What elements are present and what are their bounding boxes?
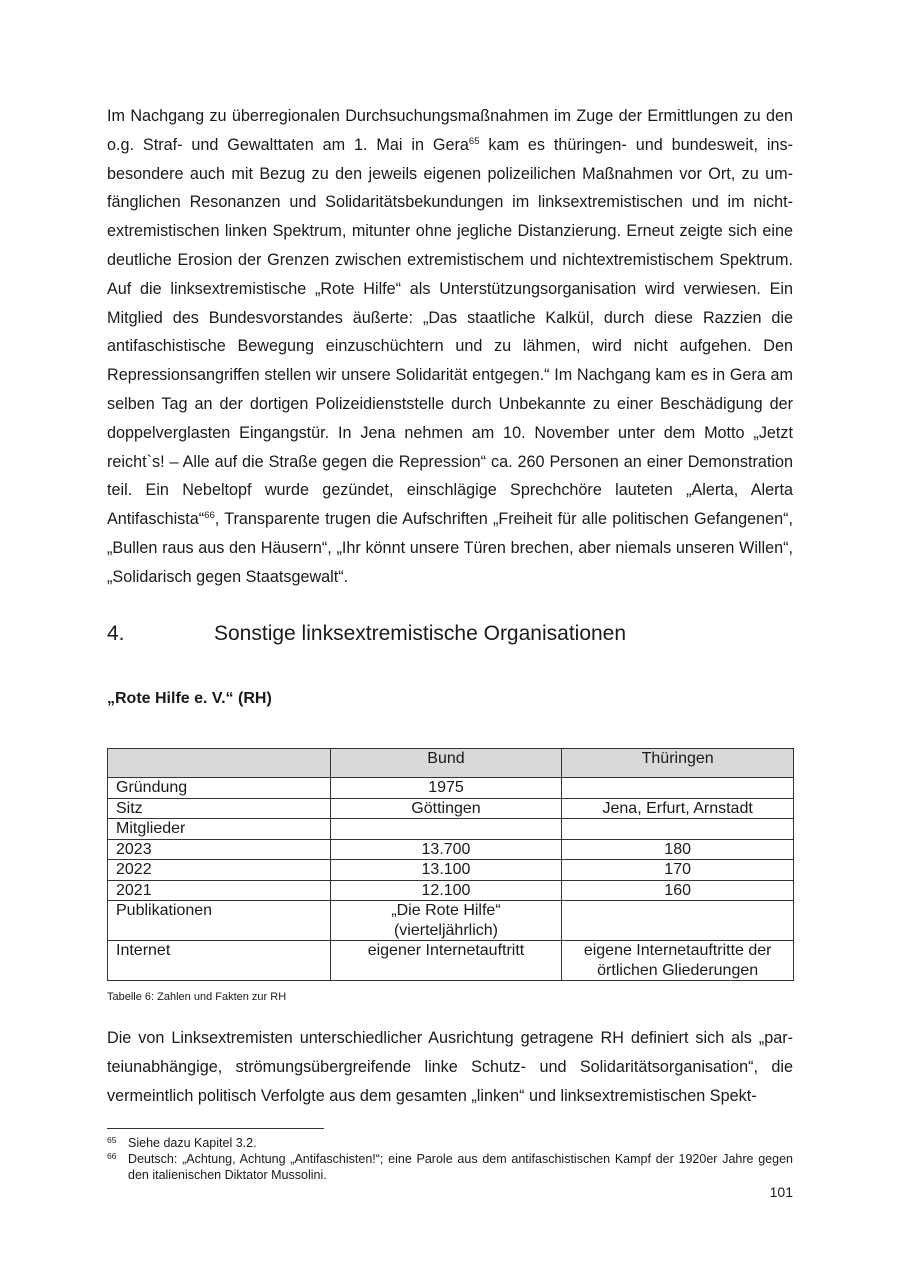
table-header-row <box>108 749 794 778</box>
table-cell: 160 <box>562 880 794 901</box>
footnote-divider <box>107 1128 324 1129</box>
table-cell: „Die Rote Hilfe“ (vierteljährlich) <box>330 901 562 941</box>
table-cell: Gründung <box>108 778 331 799</box>
table-caption: Tabelle 6: Zahlen und Fakten zur RH <box>107 991 287 1003</box>
footnote-number: 65 <box>107 1135 117 1145</box>
table-header-cell: Bund <box>330 749 562 778</box>
document-page <box>107 0 793 1272</box>
table-cell: Internet <box>108 941 331 981</box>
facts-table <box>107 748 794 981</box>
table-row <box>108 839 794 860</box>
table-cell <box>330 819 562 840</box>
footnote-ref-66[interactable]: 66 <box>204 510 215 522</box>
subheading: „Rote Hilfe e. V.“ (RH) <box>107 690 272 707</box>
section-title: Sonstige linksextremistische Organisationen <box>214 622 627 645</box>
table-cell: Göttingen <box>330 798 562 819</box>
table-cell: 2022 <box>108 860 331 881</box>
table-cell: 2023 <box>108 839 331 860</box>
footnote-65 <box>107 1135 793 1151</box>
table-row <box>108 941 794 981</box>
table-cell: Publikationen <box>108 901 331 941</box>
footnote-text: Siehe dazu Kapitel 3.2. <box>128 1136 257 1150</box>
table-cell: Mitglieder <box>108 819 331 840</box>
table-cell <box>562 901 794 941</box>
footnote-ref-65[interactable]: 65 <box>468 135 480 147</box>
footnote-number: 66 <box>107 1151 117 1161</box>
table-row <box>108 860 794 881</box>
table-cell: Sitz <box>108 798 331 819</box>
footnotes <box>107 1135 793 1183</box>
table-cell: 180 <box>562 839 794 860</box>
table-cell: 1975 <box>330 778 562 799</box>
table-cell <box>562 778 794 799</box>
table-cell: 13.100 <box>330 860 562 881</box>
table-row <box>108 778 794 799</box>
footnote-66 <box>107 1151 793 1183</box>
table-cell: Jena, Erfurt, Arnstadt <box>562 798 794 819</box>
table-cell: 12.100 <box>330 880 562 901</box>
table-cell <box>562 819 794 840</box>
table-cell: 13.700 <box>330 839 562 860</box>
table-cell: 170 <box>562 860 794 881</box>
table-header-cell <box>108 749 331 778</box>
table-cell: eigene Internetauftritte der örtlichen Gliederungen <box>562 941 794 981</box>
page-number: 101 <box>769 1184 793 1200</box>
body-paragraph-2: Die von Linksextremisten unterschiedlicher Ausrichtung getragene RH definiert sich als „parteiunabhängige, strömungsübergreifende linke Schutz- und Solidaritätsorganisation“, die vermeintlich politisch Verfolgte aus dem gesamten „linken“ und linksextremistischen Spekt- <box>107 1029 793 1105</box>
table-row <box>108 880 794 901</box>
footnote-text: Deutsch: „Achtung, Achtung „Antifaschisten!“; eine Parole aus dem antifaschistischen Kampf der 1920er Jahre gegen den italienischen Diktator Mussolini. <box>128 1152 793 1182</box>
section-heading <box>107 622 626 646</box>
table-header-cell: Thüringen <box>562 749 794 778</box>
table-cell: eigener Internetauftritt <box>330 941 562 981</box>
table-row <box>108 798 794 819</box>
table-row <box>108 901 794 941</box>
section-number: 4. <box>107 622 125 645</box>
table-row <box>108 819 794 840</box>
table-cell: 2021 <box>108 880 331 901</box>
body-paragraph-1: Im Nachgang zu überregionalen Durchsuchungsmaßnahmen im Zuge der Ermittlungen zu den o.g. Straf- und Gewalttaten am 1. Mai in Gera$^{65}$ kam es thüringen- und bundesweit, insbesondere auch mit Bezug zu den jeweils eigenen polizeilichen Maßnahmen vor Ort, zu umfänglichen Resonanzen und Solidaritätsbekundungen im linksextremistischen und im nichtextremistischen linken Spektrum, mitunter ohne jegliche Distanzierung. Erneut zeigte sich eine deutliche Erosion der Grenzen zwischen extremistischem und nichtextremistischem Spektrum. Auf die linksextremistische „Rote Hilfe“ als Unterstützungsorganisation wird verwiesen. Ein Mitglied des Bundesvorstandes äußerte: „Das staatliche Kalkül, durch diese Razzien die antifaschistische Bewegung einzuschüchtern und zu lähmen, wird nicht aufgehen. Den Repressionsangriffen stellen wir unsere Solidarität entgegen.“ Im Nachgang kam es in Gera am selben Tag an der dortigen Polizeidienststelle durch Unbekannte zu einer Beschädigung der doppelverglasten Eingangstür. In Jena nehmen am 10. November unter dem Motto „Jetzt reicht`s! – Alle auf die Straße gegen die Repression“ ca. 260 Personen an einer Demonstration teil. Ein Nebeltopf wurde gezündet, einschlägige Sprechchöre lauteten „Alerta, Alerta Antifaschista“$^{66}$, Transparente trugen die Aufschriften „Freiheit für alle politischen Gefangenen“, „Bullen raus aus den Häusern“, „Ihr könnt unsere Türen brechen, aber niemals unseren Willen“, „Solidarisch gegen Staatsgewalt“. <box>107 107 793 586</box>
